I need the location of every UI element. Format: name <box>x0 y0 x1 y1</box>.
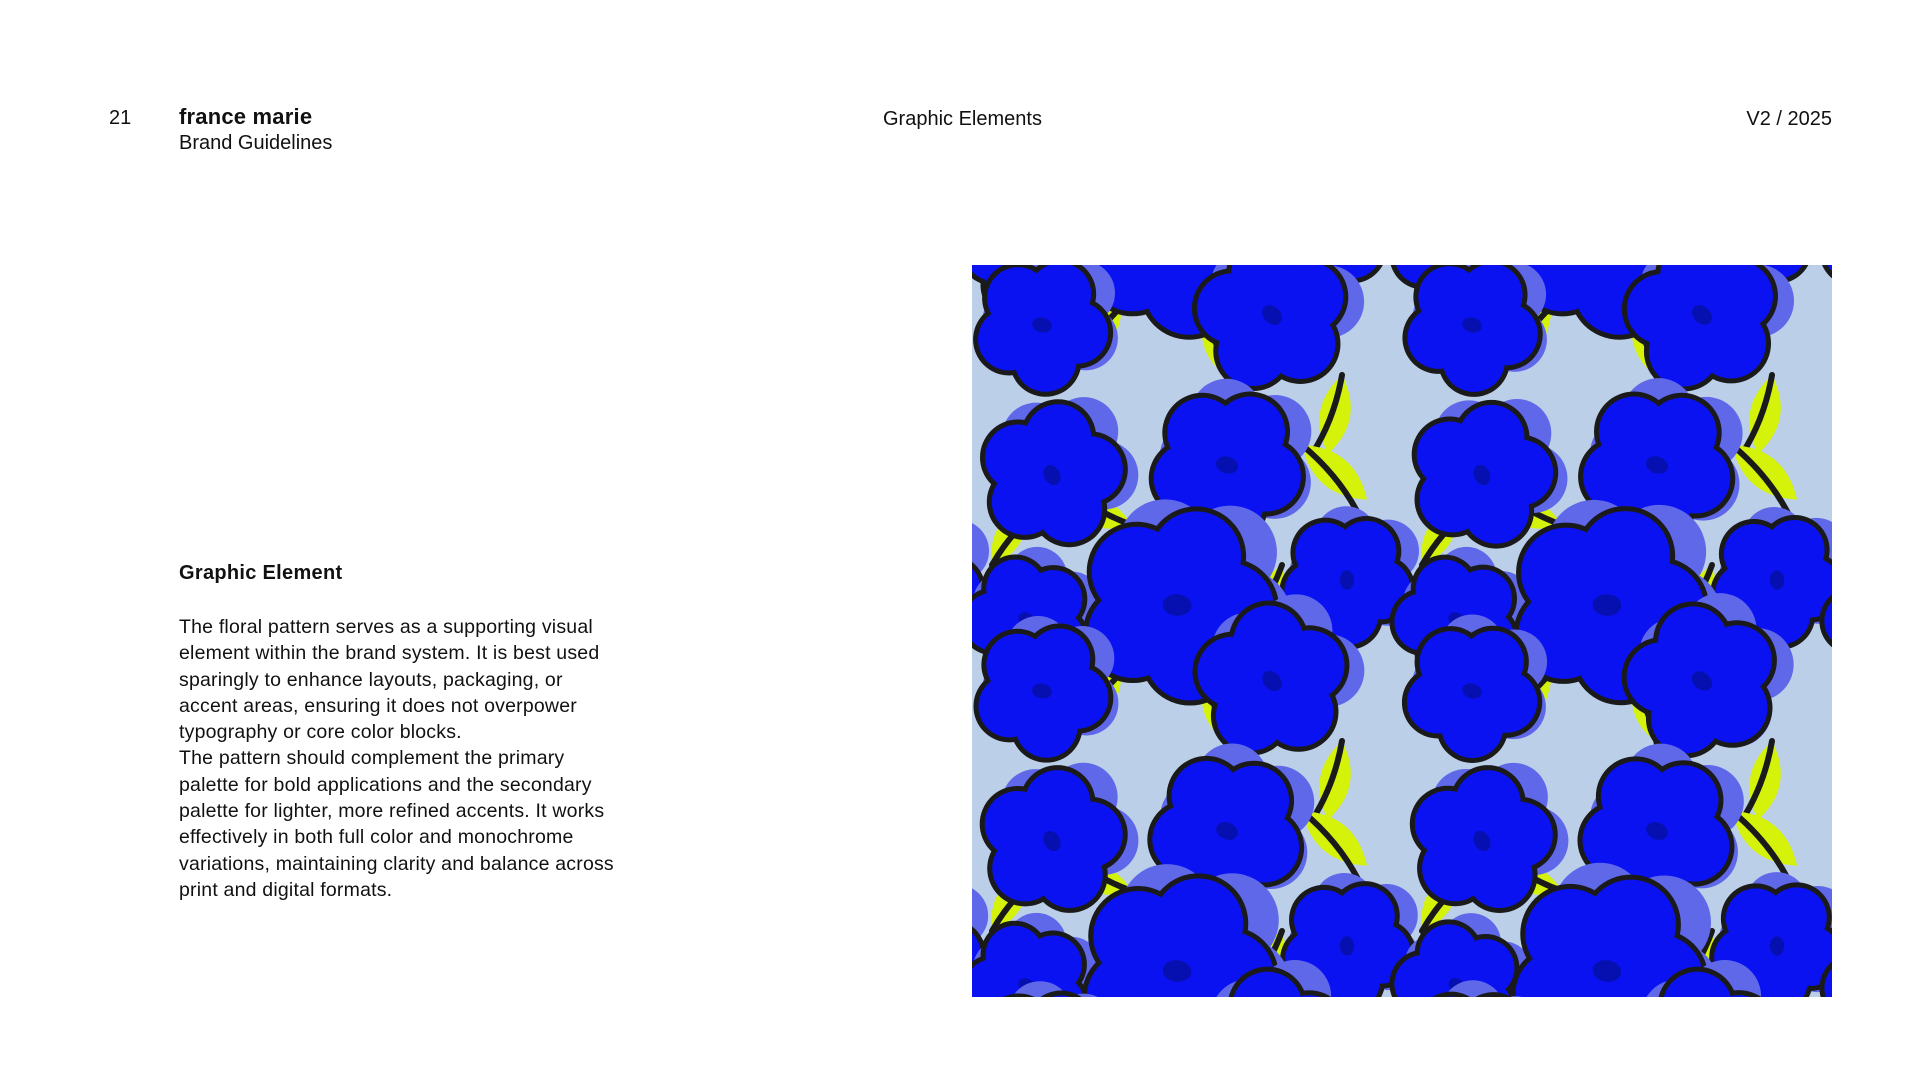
floral-pattern-image <box>972 265 1832 997</box>
section-title: Graphic Elements <box>883 108 1042 130</box>
content-paragraph: The pattern should complement the primary palette for bold applications and the secondary palette for lighter, more refined accents. It works effectively in both full color and monochrome variations, maintaining clarity and balance across print and digital formats. <box>179 747 614 901</box>
content-heading: Graphic Element <box>179 562 343 584</box>
brand-block <box>179 104 332 156</box>
content-body <box>179 614 619 903</box>
page-number: 21 <box>109 107 132 129</box>
content-paragraph: The floral pattern serves as a supporting visual element within the brand system. It is best used sparingly to enhance layouts, packaging, or accent areas, ensuring it does not overpower typography or core color blocks. <box>179 616 600 744</box>
brand-name: france marie <box>179 104 313 129</box>
brand-subtitle: Brand Guidelines <box>179 132 333 154</box>
version-label: V2 / 2025 <box>1746 108 1832 130</box>
floral-pattern-svg <box>972 265 1832 997</box>
